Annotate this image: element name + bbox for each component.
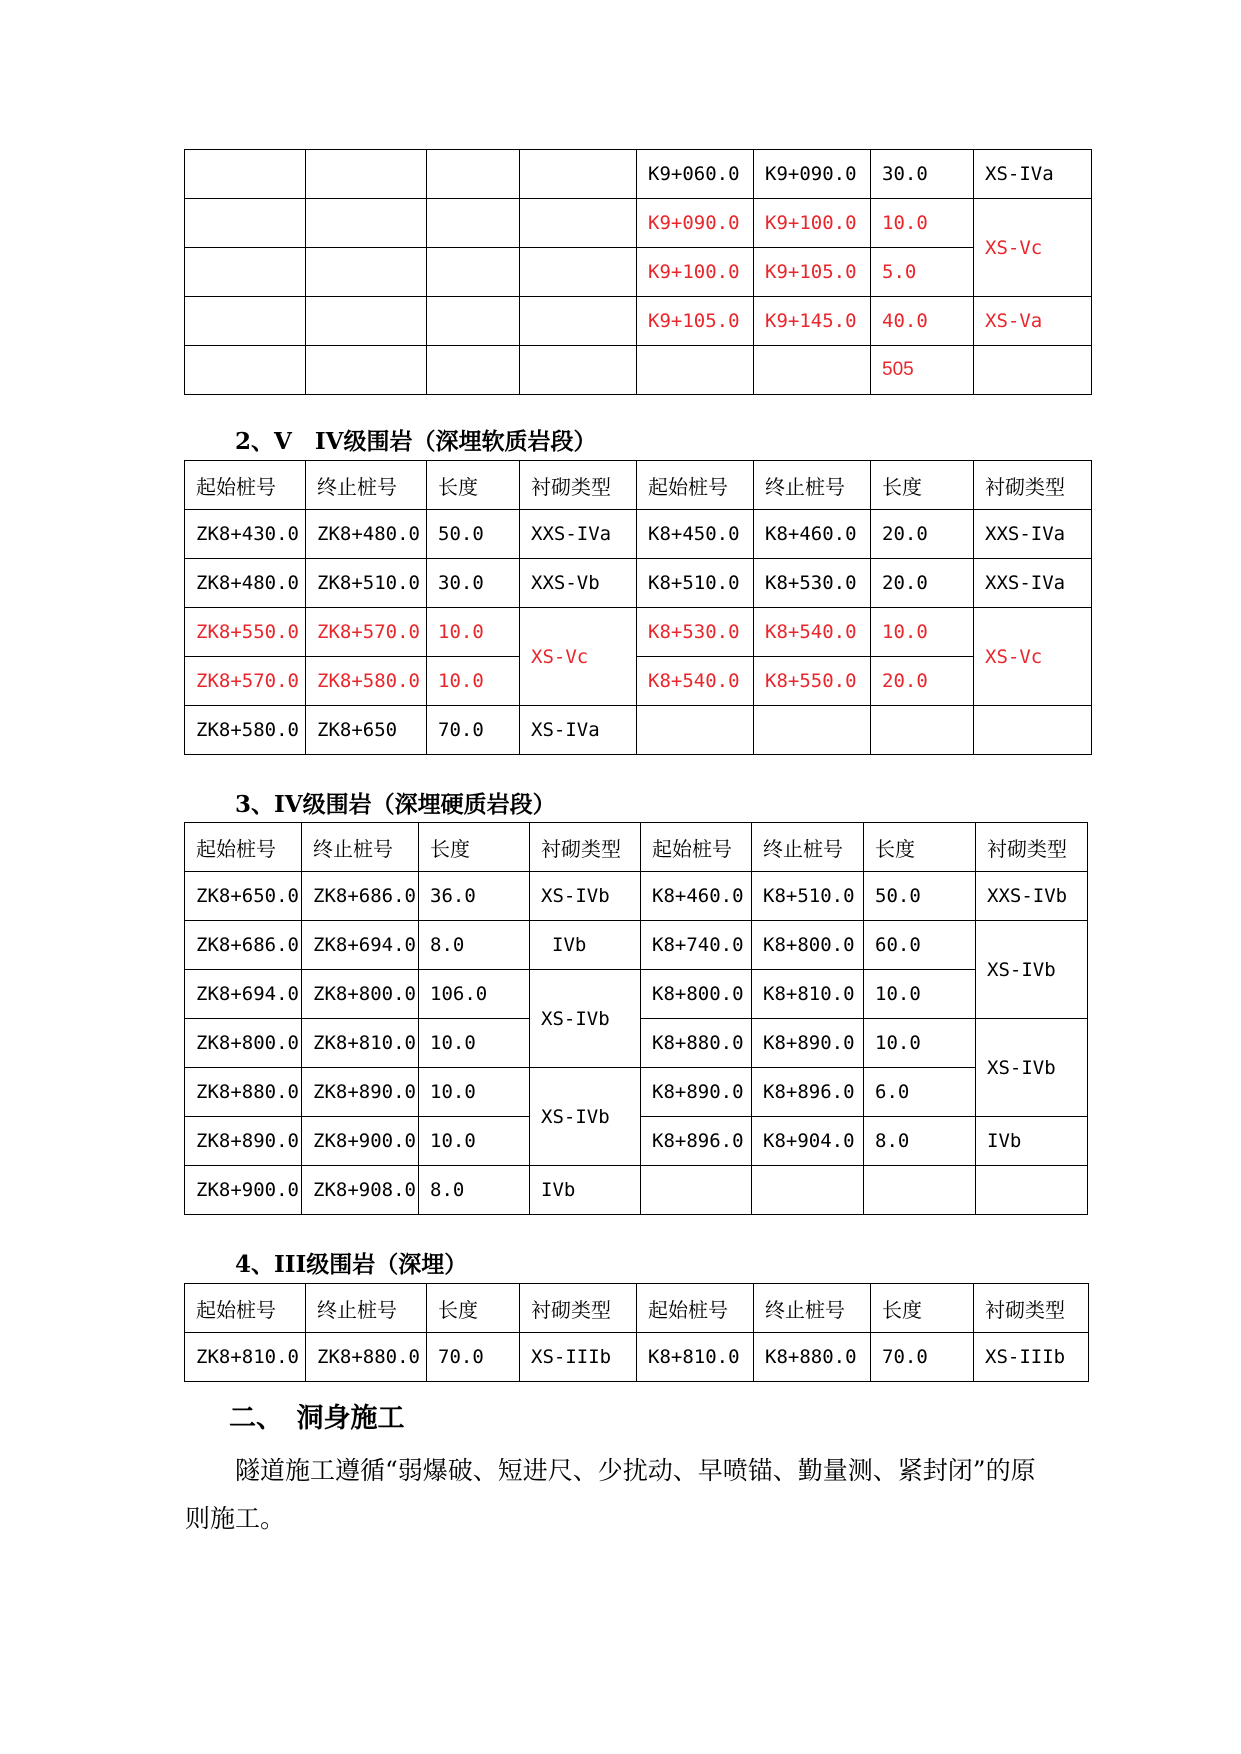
cell: 6.0	[864, 1068, 976, 1117]
cell: XXS-Vb	[520, 559, 637, 608]
column-header: 终止桩号	[752, 823, 864, 872]
cell: ZK8+480.0	[306, 510, 427, 559]
table-row	[185, 510, 1092, 559]
table-row	[185, 921, 1088, 970]
cell: 10.0	[871, 608, 974, 657]
table-continuation	[184, 149, 1092, 395]
table-header-row	[185, 461, 1092, 510]
cell: 70.0	[871, 1333, 974, 1382]
cell: ZK8+900.0	[185, 1166, 302, 1215]
cell: XS-IVb	[976, 1019, 1088, 1117]
cell: K9+090.0	[754, 150, 871, 199]
cell: K8+740.0	[641, 921, 752, 970]
table-row	[185, 1333, 1089, 1382]
cell: ZK8+810.0	[302, 1019, 419, 1068]
column-header: 衬砌类型	[974, 461, 1092, 510]
cell: 60.0	[864, 921, 976, 970]
cell: K9+145.0	[754, 297, 871, 346]
cell: XS-IIIb	[520, 1333, 637, 1382]
table-row	[185, 248, 1092, 297]
cell: XXS-IVb	[976, 872, 1088, 921]
cell: 70.0	[427, 706, 520, 755]
cell: 30.0	[871, 150, 974, 199]
cell: XXS-IVa	[974, 510, 1092, 559]
cell: ZK8+686.0	[302, 872, 419, 921]
column-header: 衬砌类型	[974, 1284, 1089, 1333]
cell: XS-IVa	[520, 706, 637, 755]
table-row	[185, 150, 1092, 199]
table-row	[185, 1068, 1088, 1117]
cell: ZK8+650.0	[185, 872, 302, 921]
cell: ZK8+510.0	[306, 559, 427, 608]
table-row	[185, 706, 1092, 755]
column-header: 衬砌类型	[520, 461, 637, 510]
table-row	[185, 657, 1092, 706]
cell: 30.0	[427, 559, 520, 608]
cell: ZK8+694.0	[185, 970, 302, 1019]
cell: 10.0	[427, 657, 520, 706]
cell: ZK8+686.0	[185, 921, 302, 970]
cell: K8+800.0	[752, 921, 864, 970]
column-header: 终止桩号	[754, 461, 871, 510]
cell: 50.0	[427, 510, 520, 559]
column-header: 起始桩号	[185, 461, 306, 510]
cell: 50.0	[864, 872, 976, 921]
cell: K8+530.0	[754, 559, 871, 608]
cell: IVb	[530, 1166, 641, 1215]
cell: XS-IIIb	[974, 1333, 1089, 1382]
cell: XS-Va	[974, 297, 1092, 346]
cell: K9+090.0	[637, 199, 754, 248]
cell: XS-IVb	[530, 872, 641, 921]
column-header: 长度	[419, 823, 530, 872]
cell: XXS-IVa	[520, 510, 637, 559]
table-row	[185, 608, 1092, 657]
cell: K8+510.0	[637, 559, 754, 608]
cell: ZK8+908.0	[302, 1166, 419, 1215]
column-header: 起始桩号	[185, 823, 302, 872]
cell: XS-IVb	[530, 970, 641, 1068]
cell: K8+810.0	[637, 1333, 754, 1382]
cell: ZK8+580.0	[306, 657, 427, 706]
cell: ZK8+880.0	[185, 1068, 302, 1117]
table-row	[185, 199, 1092, 248]
table-header-row	[185, 1284, 1089, 1333]
cell: K8+890.0	[752, 1019, 864, 1068]
cell: XS-IVb	[976, 921, 1088, 1019]
section-title: 2、V IV级围岩（深埋软质岩段）	[235, 428, 597, 455]
cell: ZK8+810.0	[185, 1333, 306, 1382]
cell: K8+896.0	[641, 1117, 752, 1166]
cell: K8+880.0	[641, 1019, 752, 1068]
table-row	[185, 872, 1088, 921]
table-section-3	[184, 822, 1088, 1215]
column-header: 衬砌类型	[530, 823, 641, 872]
cell: 10.0	[427, 608, 520, 657]
cell: IVb	[530, 921, 641, 970]
table-section-4	[184, 1283, 1089, 1382]
cell: K8+450.0	[637, 510, 754, 559]
column-header: 长度	[427, 1284, 520, 1333]
cell: 10.0	[419, 1117, 530, 1166]
cell: K8+890.0	[641, 1068, 752, 1117]
cell: ZK8+800.0	[302, 970, 419, 1019]
cell: XS-IVb	[530, 1068, 641, 1166]
section-title: 4、III级围岩（深埋）	[235, 1251, 468, 1278]
cell: K8+460.0	[641, 872, 752, 921]
cell: 70.0	[427, 1333, 520, 1382]
cell: ZK8+800.0	[185, 1019, 302, 1068]
cell: XS-Vc	[520, 608, 637, 706]
table-row	[185, 559, 1092, 608]
paragraph-line: 隧道施工遵循“弱爆破、短进尺、少扰动、早喷锚、勤量测、紧封闭”的原	[235, 1456, 1036, 1485]
column-header: 终止桩号	[306, 461, 427, 510]
cell: K8+896.0	[752, 1068, 864, 1117]
cell: XS-Vc	[974, 608, 1092, 706]
table-row	[185, 346, 1092, 395]
column-header: 起始桩号	[641, 823, 752, 872]
table-row	[185, 1166, 1088, 1215]
cell: 106.0	[419, 970, 530, 1019]
cell: K9+105.0	[637, 297, 754, 346]
cell: K8+510.0	[752, 872, 864, 921]
column-header: 起始桩号	[185, 1284, 306, 1333]
cell: K8+810.0	[752, 970, 864, 1019]
cell: 36.0	[419, 872, 530, 921]
cell: ZK8+550.0	[185, 608, 306, 657]
cell: K8+550.0	[754, 657, 871, 706]
cell: ZK8+650	[306, 706, 427, 755]
cell: XS-IVa	[974, 150, 1092, 199]
column-header: 长度	[871, 1284, 974, 1333]
cell: 10.0	[419, 1019, 530, 1068]
cell: ZK8+580.0	[185, 706, 306, 755]
cell: 5.0	[871, 248, 974, 297]
column-header: 衬砌类型	[976, 823, 1088, 872]
cell: IVb	[976, 1117, 1088, 1166]
column-header: 起始桩号	[637, 1284, 754, 1333]
total-cell: 505	[871, 346, 974, 395]
cell: 8.0	[419, 921, 530, 970]
table-row	[185, 970, 1088, 1019]
cell: 8.0	[864, 1117, 976, 1166]
column-header: 长度	[427, 461, 520, 510]
cell: 20.0	[871, 559, 974, 608]
cell: K9+060.0	[637, 150, 754, 199]
cell: 40.0	[871, 297, 974, 346]
column-header: 衬砌类型	[520, 1284, 637, 1333]
column-header: 终止桩号	[302, 823, 419, 872]
cell: K8+540.0	[637, 657, 754, 706]
table-row	[185, 297, 1092, 346]
column-header: 长度	[871, 461, 974, 510]
cell: K8+800.0	[641, 970, 752, 1019]
cell: 20.0	[871, 510, 974, 559]
cell: 8.0	[419, 1166, 530, 1215]
column-header: 终止桩号	[754, 1284, 871, 1333]
cell: K9+100.0	[637, 248, 754, 297]
table-header-row	[185, 823, 1088, 872]
cell: K8+880.0	[754, 1333, 871, 1382]
cell: ZK8+480.0	[185, 559, 306, 608]
column-header: 起始桩号	[637, 461, 754, 510]
chapter-heading: 二、 洞身施工	[229, 1403, 405, 1434]
column-header: 终止桩号	[306, 1284, 427, 1333]
cell: K8+540.0	[754, 608, 871, 657]
cell: ZK8+570.0	[306, 608, 427, 657]
cell: ZK8+430.0	[185, 510, 306, 559]
column-header: 长度	[864, 823, 976, 872]
cell: 10.0	[864, 1019, 976, 1068]
cell: ZK8+900.0	[302, 1117, 419, 1166]
cell: 20.0	[871, 657, 974, 706]
cell: K9+105.0	[754, 248, 871, 297]
cell: K8+530.0	[637, 608, 754, 657]
table-section-2	[184, 460, 1092, 755]
cell: ZK8+890.0	[302, 1068, 419, 1117]
section-title: 3、IV级围岩（深埋硬质岩段）	[235, 791, 556, 818]
cell: 10.0	[871, 199, 974, 248]
cell: ZK8+694.0	[302, 921, 419, 970]
cell: ZK8+570.0	[185, 657, 306, 706]
cell: 10.0	[419, 1068, 530, 1117]
cell: 10.0	[864, 970, 976, 1019]
cell: ZK8+890.0	[185, 1117, 302, 1166]
cell: K9+100.0	[754, 199, 871, 248]
cell: K8+460.0	[754, 510, 871, 559]
cell: K8+904.0	[752, 1117, 864, 1166]
cell: XXS-IVa	[974, 559, 1092, 608]
cell: XS-Vc	[974, 199, 1092, 297]
cell: ZK8+880.0	[306, 1333, 427, 1382]
paragraph-line: 则施工。	[185, 1504, 286, 1533]
